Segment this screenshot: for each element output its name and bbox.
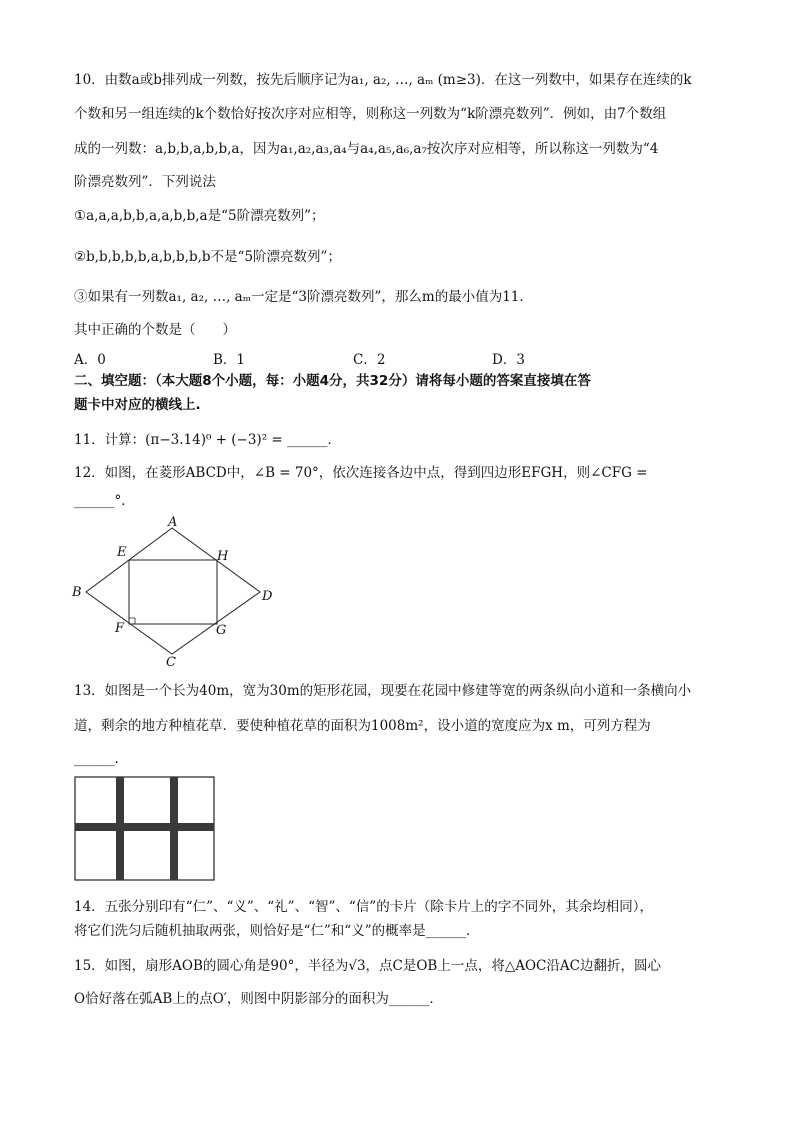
q13-line-3: ______. (74, 751, 119, 767)
q14-line-1: 14．五张分别印有“仁”、“义”、“礼”、“智”、“信”的卡片（除卡片上的字不同外，其余均相同）， (74, 899, 653, 915)
q10-line-3: 成的一列数：a,b,b,a,b,b,a，因为a₁,a₂,a₃,a₄与a₄,a₅,a₆,a₇按次序对应相等，所以称这一列数为“4 (74, 141, 659, 157)
label-d: D (262, 589, 273, 604)
q13-line-2: 道，剩余的地方种植花草．要使种植花草的面积为1008m²，设小道的宽度应为x m，可列方程为 (74, 718, 651, 734)
q12-line-2: ______°． (74, 493, 135, 509)
q10-question: 其中正确的个数是（ ） (74, 322, 236, 338)
q13-line-1: 13．如图是一个长为40m，宽为30m的矩形花园，现要在花园中修建等宽的两条纵向小道和一条横向小 (74, 683, 692, 699)
choice-d: D．3 (492, 352, 525, 368)
label-c: C (166, 655, 176, 670)
q12-line-1: 12．如图，在菱形ABCD中，∠B = 70°，依次连接各边中点，得到四边形EFGH，则∠CFG = (74, 465, 648, 481)
label-h: H (217, 549, 229, 564)
label-b: B (72, 585, 82, 600)
q15-line-1: 15．如图，扇形AOB的圆心角是90°，半径为√3，点C是OB上一点，将△AOC沿AC边翻折，圆心 (74, 958, 661, 974)
q10-line-1: 10．由数a或b排列成一列数，按先后顺序记为a₁, a₂, …, aₘ (m≥3)．在这一列数中，如果存在连续的k (74, 72, 692, 88)
garden-figure (74, 776, 216, 882)
horizontal-path (75, 823, 214, 831)
label-f: F (115, 621, 125, 636)
label-g: G (216, 623, 227, 638)
label-a: A (168, 515, 178, 530)
q10-line-4: 阶漂亮数列”．下列说法 (74, 174, 216, 190)
section-heading-line-1: 二、填空题：（本大题8个小题，每：小题4分，共32分）请将每小题的答案直接填在答 (74, 373, 591, 389)
rhombus-figure (70, 512, 280, 670)
q10-statement-3: ③如果有一列数a₁, a₂, …, aₘ一定是“3阶漂亮数列”，那么m的最小值为11． (74, 289, 533, 305)
choice-b: B．1 (213, 352, 246, 368)
choice-c: C．2 (353, 352, 386, 368)
choice-a: A．0 (74, 352, 106, 368)
section-heading-line-2: 题卡中对应的横线上. (74, 397, 201, 413)
q14-line-2: 将它们洗匀后随机抽取两张，则恰好是“仁”和“义”的概率是______． (74, 923, 480, 939)
q10-statement-1: ①a,a,a,b,b,a,a,b,b,a是“5阶漂亮数列”； (74, 208, 325, 224)
q10-statement-2: ②b,b,b,b,b,a,b,b,b,b不是“5阶漂亮数列”； (74, 249, 341, 265)
q15-line-2: O恰好落在弧AB上的点O′，则图中阴影部分的面积为______． (74, 991, 443, 1007)
q11: 11．计算：(π−3.14)⁰ + (−3)² = ______． (74, 432, 342, 448)
q10-line-2: 个数和另一组连续的k个数恰好按次序对应相等，则称这一列数为“k阶漂亮数列”．例如，由7个数组 (74, 106, 667, 122)
label-e: E (117, 545, 127, 560)
